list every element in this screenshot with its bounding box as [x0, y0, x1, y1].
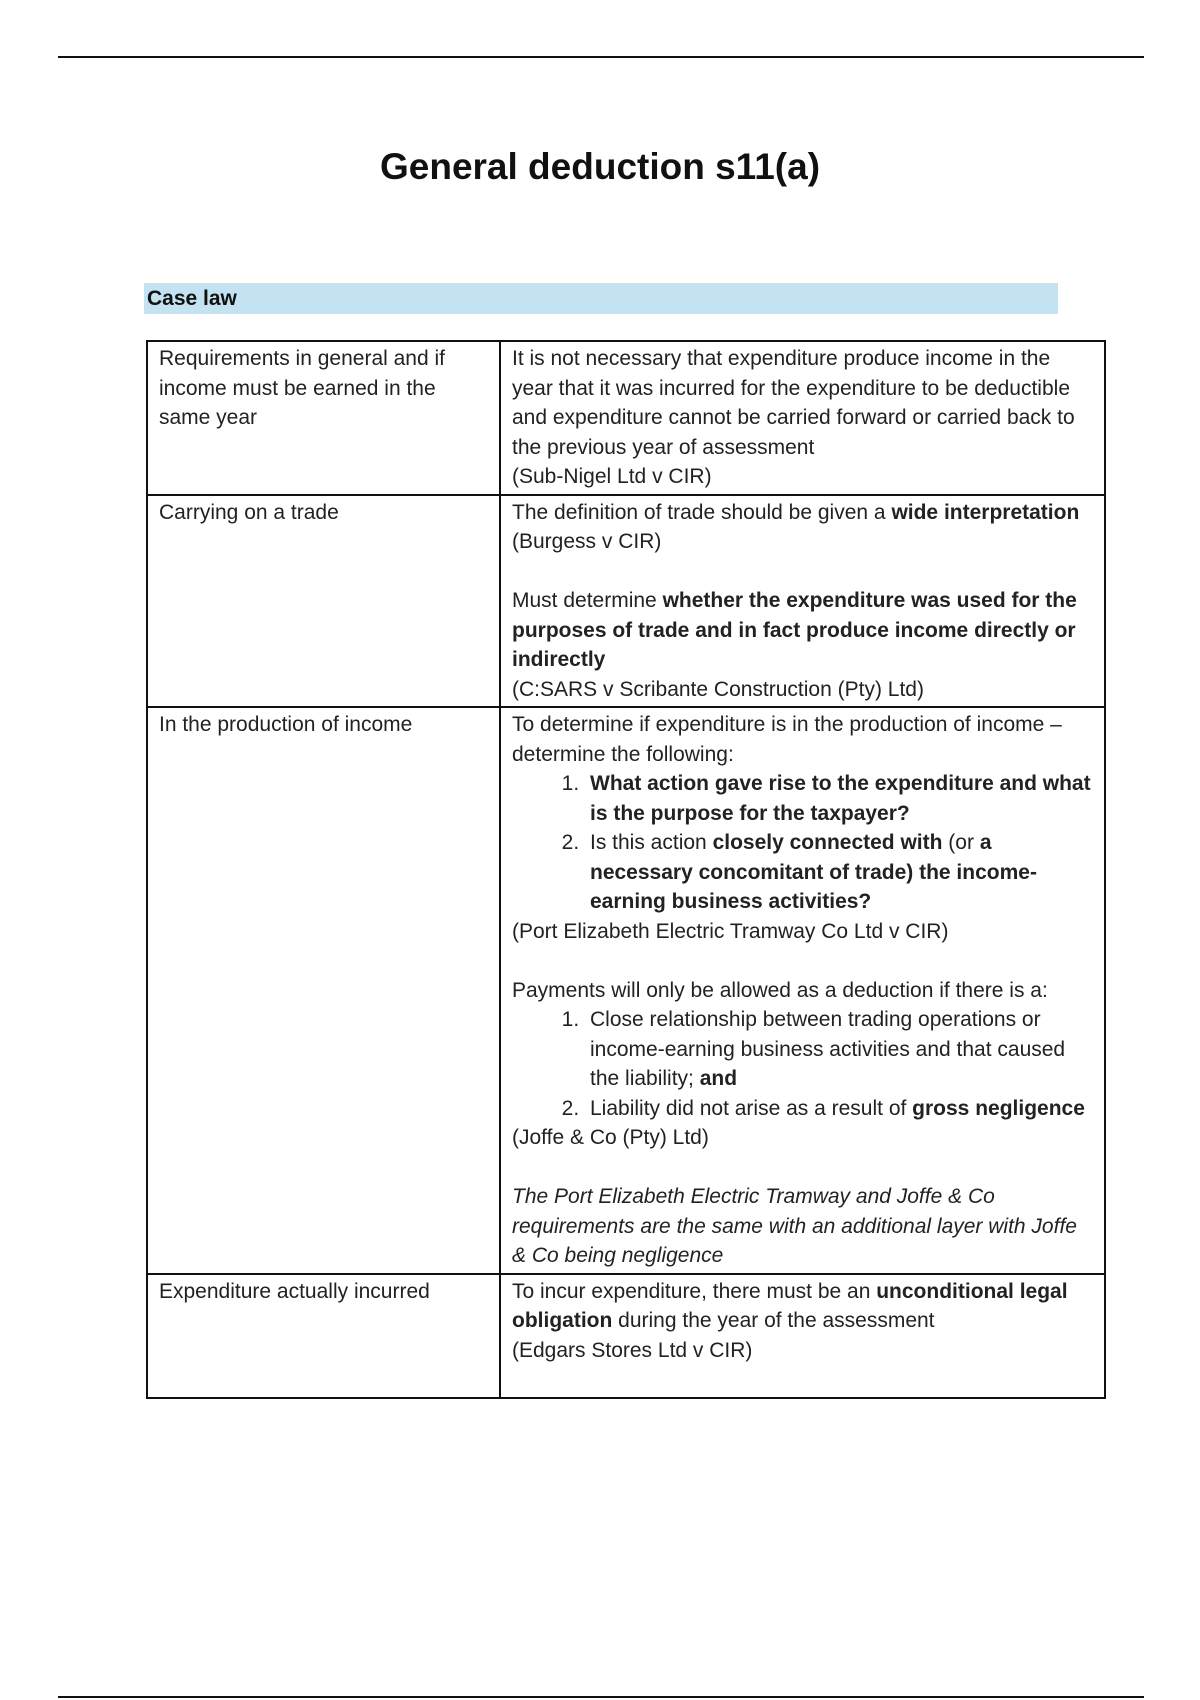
note-text: The Port Elizabeth Electric Tramway and Joffe & Co requirements are the same with an additional layer with Joffe & Co being negligence: [512, 1185, 1077, 1267]
case-citation: (Sub-Nigel Ltd v CIR): [512, 465, 712, 488]
case-citation: (Port Elizabeth Electric Tramway Co Ltd v CIR): [512, 919, 949, 943]
list-item: [585, 1094, 1093, 1124]
numbered-list: [512, 769, 1093, 917]
explanation-text: Payments will only be allowed as a deduction if there is a:: [512, 978, 1048, 1002]
text-run: Close relationship between trading operations or income-earning business activities and that caused the liability;: [590, 1008, 1066, 1090]
text-run: (or: [942, 831, 980, 854]
explanation-text: It is not necessary that expenditure produce income in the year that it was incurred for the expenditure to be deductible and expenditure cannot be carried forward or carried back to the previous year of assessment: [512, 347, 1075, 459]
explanation-cell: [500, 495, 1105, 708]
requirement-cell: In the production of income: [147, 707, 500, 1274]
numbered-list: [512, 1005, 1093, 1123]
emphasis-text: wide interpretation: [891, 500, 1080, 524]
explanation-text: [512, 498, 1093, 528]
text-run: The definition of trade should be given a: [512, 500, 892, 524]
case-citation: (Burgess v CIR): [512, 530, 662, 553]
text-run: To incur expenditure, there must be an: [512, 1279, 877, 1303]
case-law-table: [146, 340, 1106, 1399]
emphasis-text: whether the expenditure was used for the purposes of trade and in fact produce income directly or indirectly: [512, 589, 1077, 671]
explanation-cell: [500, 341, 1105, 495]
table-row: [147, 1274, 1105, 1398]
emphasis-text: What action gave rise to the expenditure and what is the purpose for the taxpayer?: [590, 772, 1091, 825]
explanation-text: [512, 586, 1093, 675]
emphasis-text: closely connected with: [712, 831, 943, 854]
text-run: Liability did not arise as a result of: [590, 1096, 913, 1120]
text-run: Is this action: [590, 831, 713, 854]
section-heading: Case law: [144, 283, 1058, 314]
list-item: [585, 1005, 1093, 1094]
table-row: [147, 707, 1105, 1274]
page-title: General deduction s11(a): [379, 146, 821, 187]
emphasis-text: gross negligence: [912, 1096, 1085, 1120]
case-citation: (C:SARS v Scribante Construction (Pty) Ltd): [512, 677, 924, 701]
text-run: Must determine: [512, 589, 663, 612]
spacer: [512, 1153, 1093, 1183]
explanation-cell: [500, 1274, 1105, 1398]
footer-rule: [58, 1696, 1144, 1698]
requirement-cell: Carrying on a trade: [147, 495, 500, 708]
explanation-cell: [500, 707, 1105, 1274]
requirement-cell: Requirements in general and if income must be earned in the same year: [147, 341, 500, 495]
header-rule: [58, 56, 1144, 58]
spacer: [512, 557, 1093, 587]
explanation-text: [512, 1277, 1093, 1336]
explanation-text: To determine if expenditure is in the production of income – determine the following:: [512, 713, 1062, 766]
text-run: during the year of the assessment: [612, 1309, 935, 1332]
spacer: [512, 946, 1093, 976]
case-citation: (Joffe & Co (Pty) Ltd): [512, 1126, 709, 1149]
requirement-cell: Expenditure actually incurred: [147, 1274, 500, 1398]
case-citation: (Edgars Stores Ltd v CIR): [512, 1338, 753, 1362]
table-row: [147, 495, 1105, 708]
emphasis-text: unconditional legal obligation: [512, 1279, 1068, 1332]
list-item: [585, 828, 1093, 917]
spacer: [512, 1365, 1093, 1395]
emphasis-text: a necessary concomitant of trade) the income-earning business activities?: [590, 831, 1037, 913]
table-row: [147, 341, 1105, 495]
emphasis-text: and: [699, 1067, 738, 1090]
list-item: [585, 769, 1093, 828]
